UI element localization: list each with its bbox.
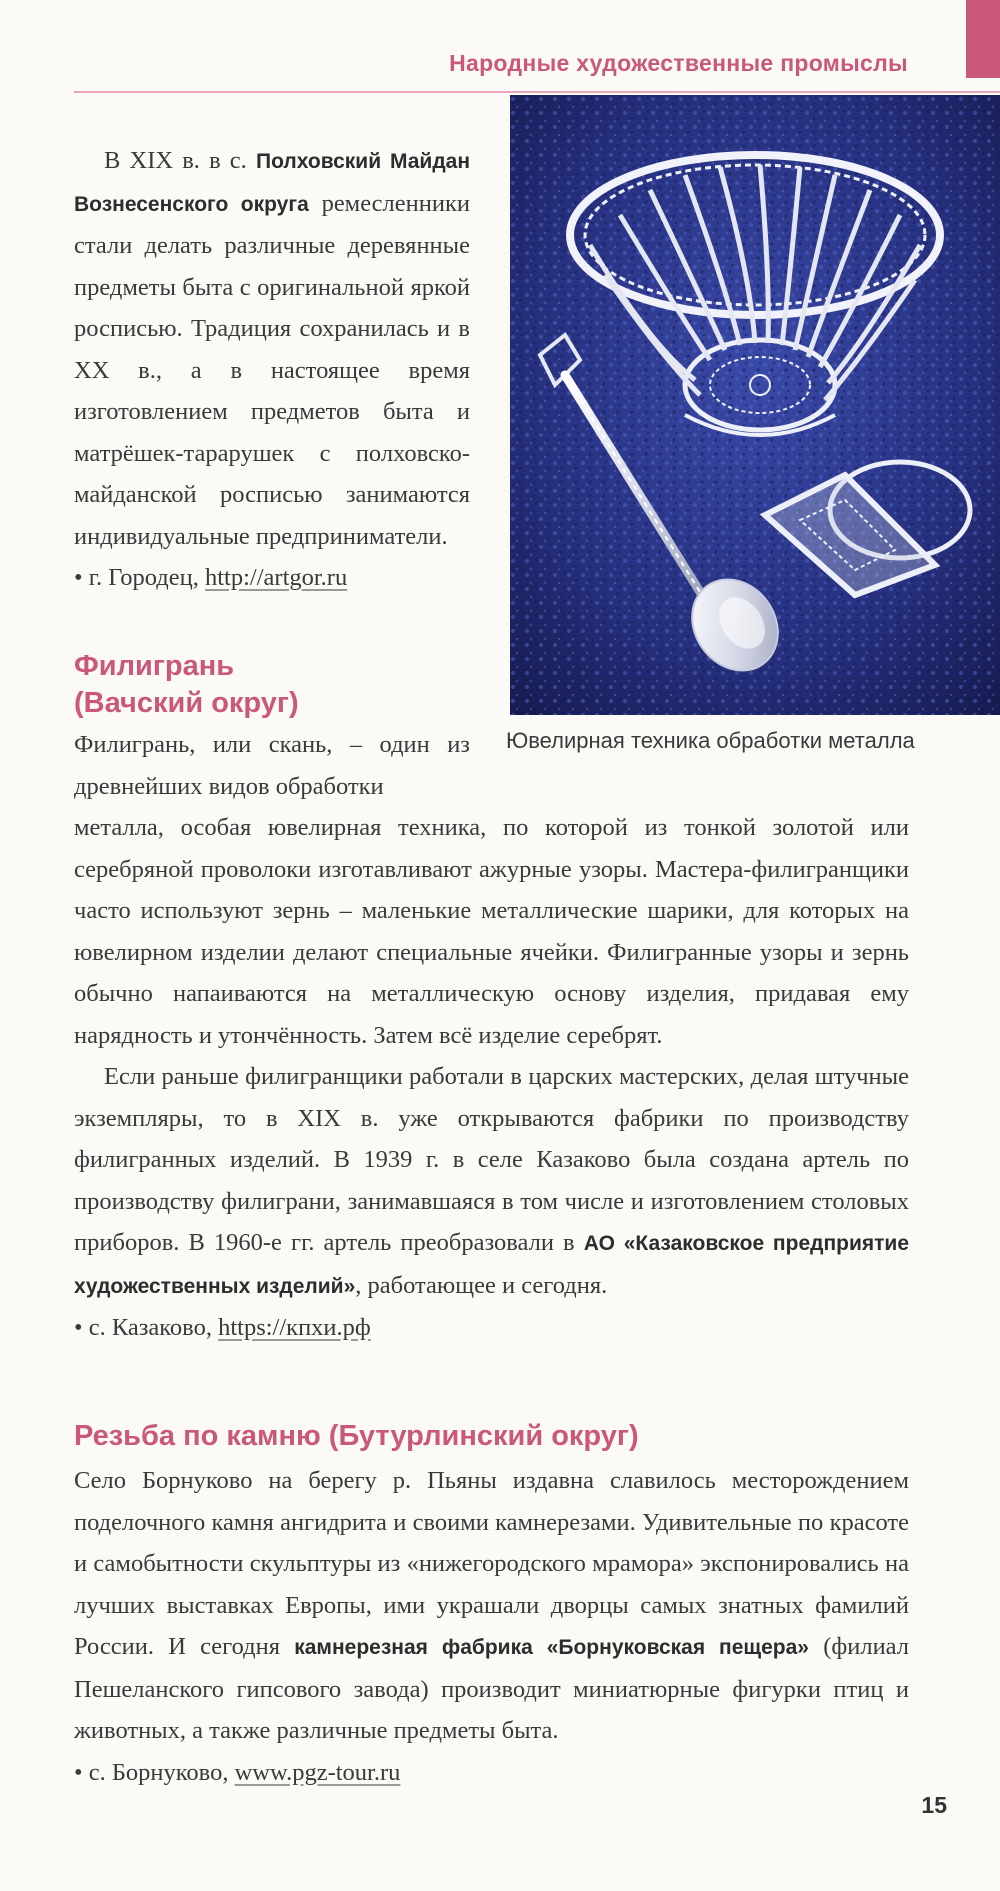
paragraph (74, 1056, 909, 1307)
paragraph: металла, особая ювелирная техника, по которой из тонкой золотой или серебряной проволоки изготавливают ажурные узоры. Мастера-филигранщики часто используют зернь – маленькие металлические шарики, для которых на ювелирном изделии делают специальные ячейки. Филигранные узоры и зернь обычно напаиваются на металлическую основу изделия, придавая ему нарядность и утончённость. Затем всё изделие серебрят. (74, 814, 909, 1049)
bullet-place: г. Городец, (88, 564, 199, 591)
section-2-intro (74, 724, 470, 807)
text-run: Село Борнуково на берегу р. Пьяны издавна славилось месторождением поделочного камня ангидрита и своими камнерезами. Удивительные по красоте и самобытности скульптуры из «нижегородского мрамора» экспонировались на лучших выставках Европы, ими украшали дворцы самых знатных фамилий России. И сегодня (74, 1467, 909, 1660)
bullet-item: • г. Городец, http://artgor.ru (74, 564, 348, 591)
text-run: Если раньше филигранщики работали в царских мастерских, делая штучные экземпляры, то в XIX в. уже открываются фабрики по производству филигранных изделий. В 1939 г. в селе Казаково была создана артель по производству филиграни, занимавшаяся в том числе и изготовлением столовых приборов. В 1960-е гг. артель преобразовали в (74, 1063, 909, 1256)
section-3-body (74, 1460, 909, 1793)
bold-term: камнерезная фабрика «Борнуковская пещера» (294, 1636, 809, 1659)
text-run: ремесленники стали делать различные деревянные предметы быта с оригинальной яркой росписью. Традиция сохранилась и в XX в., а в настоящее время изготовлением предметов быта и матрёшек-тарарушек с полховско-майданской росписью занимаются индивидуальные предприниматели. (74, 189, 470, 550)
running-header: Народные художественные промыслы (449, 50, 908, 76)
page-number: 15 (921, 1792, 947, 1818)
section-2-body (74, 807, 909, 1349)
bullet-item: • с. Борнуково, www.pgz-tour.ru (74, 1758, 401, 1786)
bullet-item: • с. Казаково, https://кпхи.рф (74, 1314, 371, 1341)
filigree-photo (510, 95, 1000, 715)
photo-caption: Ювелирная техника обработки металла (506, 728, 915, 753)
bold-term: Полховский Майдан Вознесенского округа (74, 150, 471, 216)
paragraph (74, 140, 470, 557)
website-link[interactable]: http://artgor.ru (205, 564, 348, 591)
text-run: В XIX в. в с. (104, 147, 247, 174)
chapter-tab (966, 0, 1000, 78)
heading-line: (Вачский округ) (74, 687, 299, 719)
website-link[interactable]: www.pgz-tour.ru (234, 1758, 401, 1786)
heading-line: Филигрань (74, 650, 235, 682)
bold-term: АО «Казаковское предприятие художественных изделий» (74, 1232, 910, 1298)
text-run: , работающее и сегодня. (355, 1271, 608, 1299)
text-run: (филиал Пешеланского гипсового завода) производит миниатюрные фигурки птиц и животных, а также различные предметы быта. (74, 1633, 910, 1744)
paragraph (74, 1460, 909, 1752)
section-1-body (74, 140, 470, 599)
bullet-place: с. Борнуково, (88, 1758, 229, 1786)
website-link[interactable]: https://кпхи.рф (218, 1314, 371, 1341)
paragraph-start: Филигрань, или скань, – один из древнейших видов обработки (74, 731, 470, 800)
bullet-place: с. Казаково, (88, 1314, 212, 1341)
header-divider (74, 91, 1000, 93)
section-2-heading (74, 648, 299, 722)
section-3-heading: Резьба по камню (Бутурлинский округ) (74, 1420, 639, 1452)
